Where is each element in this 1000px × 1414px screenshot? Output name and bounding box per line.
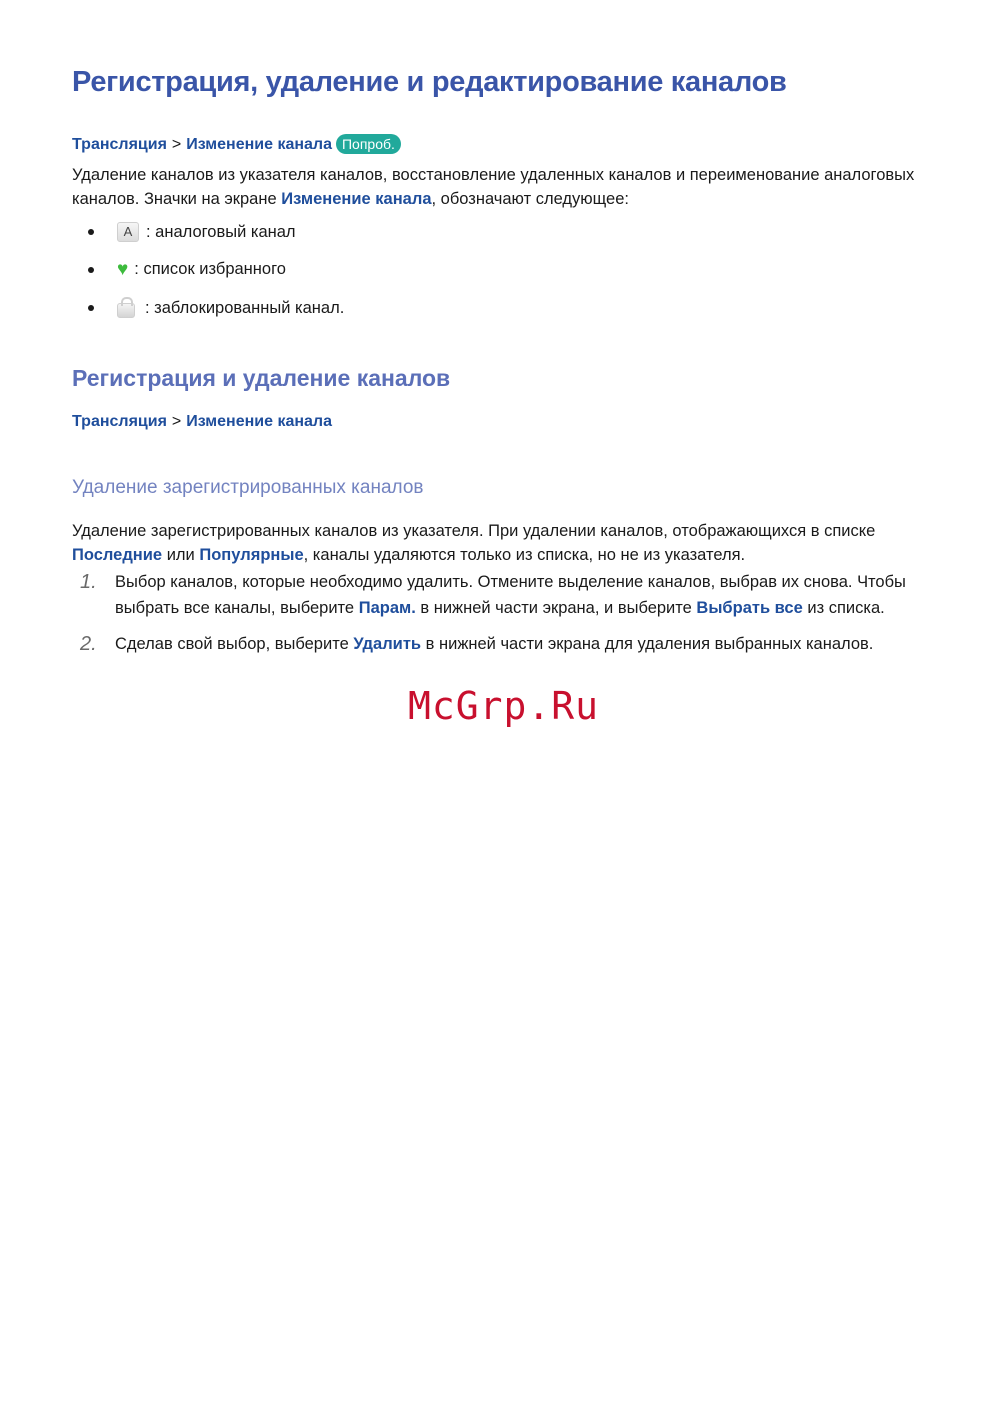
try-now-badge[interactable]: Попроб. [336,134,401,154]
page-title: Регистрация, удаление и редактирование каналов [72,66,787,98]
desc-bold-popular: Популярные [199,546,304,564]
breadcrumb-separator: > [171,136,182,153]
legend-item-locked [72,298,344,318]
legend-text: : аналоговый канал [146,222,296,241]
section-title: Регистрация и удаление каналов [72,365,451,391]
step-text-part: в нижней части экрана для удаления выбранных каналов. [421,635,874,653]
intro-text-end: , обозначают следующее: [431,190,629,208]
intro-bold-term: Изменение канала [281,190,432,208]
breadcrumb [72,134,401,154]
step-number: 1. [80,571,97,593]
step-bold-select-all: Выбрать все [696,599,803,617]
step-text-part: из списка. [802,599,885,617]
step-text-part: Выбор каналов, которые необходимо удалить. Отмените выделение каналов, выбрав их снова. Чтобы выбрать все каналы, выберите [115,573,906,617]
heart-icon: ♥ [117,258,129,280]
step-bold-delete: Удалить [353,635,422,653]
desc-text: или [162,546,200,564]
bullet-dot [88,229,94,235]
desc-text: , каналы удаляются только из списка, но не из указателя. [303,546,746,564]
breadcrumb-2 [72,413,332,431]
step-text-part: Сделав свой выбор, выберите [115,635,354,653]
breadcrumb-item-broadcast[interactable]: Трансляция [72,136,167,153]
legend-item-analog [72,222,296,242]
step-text [115,569,942,621]
step-text [115,631,942,657]
bullet-dot [88,267,94,273]
breadcrumb-item-edit-channel[interactable]: Изменение канала [186,136,332,153]
step-bold-options: Парам. [358,599,416,617]
step-1 [72,569,942,621]
step-2 [72,631,942,657]
legend-text: : список избранного [134,260,286,278]
intro-paragraph [72,163,942,211]
legend-item-favorite [72,260,286,279]
breadcrumb-item-edit-channel[interactable]: Изменение канала [186,413,332,430]
desc-text: Удаление зарегистрированных каналов из указателя. При удалении каналов, отображающихся в списке [72,522,876,540]
subsection-title: Удаление зарегистрированных каналов [72,477,424,498]
lock-icon [117,303,135,318]
watermark: McGrp.Ru [408,684,600,728]
legend-text: : заблокированный канал. [145,298,345,317]
analog-icon: A [117,222,139,242]
intro-text: Удаление каналов из указателя каналов, восстановление удаленных каналов и переименование аналоговых каналов. Значки на экране [72,166,915,208]
breadcrumb-item-broadcast[interactable]: Трансляция [72,413,167,430]
description-paragraph [72,519,942,567]
breadcrumb-separator: > [171,413,182,430]
step-number: 2. [80,633,97,655]
step-text-part: в нижней части экрана, и выберите [415,599,697,617]
bullet-dot [88,305,94,311]
desc-bold-recent: Последние [72,546,163,564]
